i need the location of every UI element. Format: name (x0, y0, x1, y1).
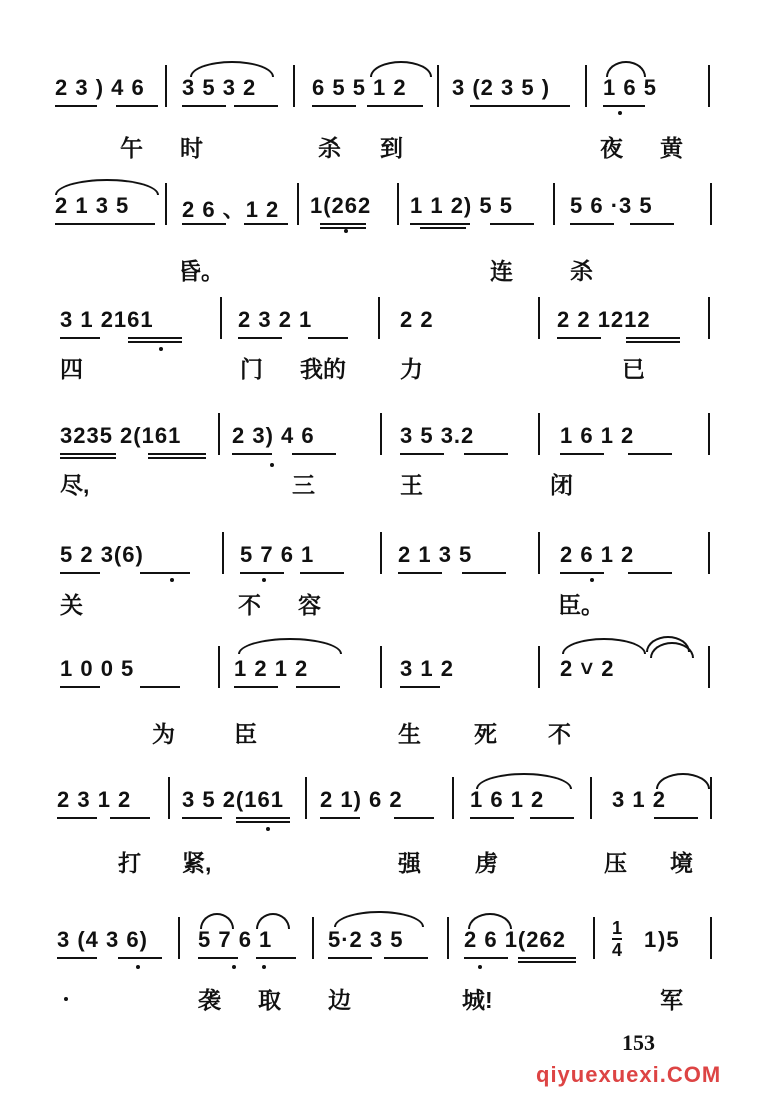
octave-dot (266, 827, 270, 831)
lyric: 边 (328, 987, 351, 1013)
notes-row (0, 656, 760, 696)
underline (60, 572, 100, 574)
measure: 2 2 1212 (557, 307, 651, 332)
measure: 3 (2 3 5 ) (452, 75, 551, 100)
barline (593, 917, 595, 959)
underline (628, 453, 672, 455)
lyric: 门 (240, 356, 263, 382)
slur (238, 638, 342, 654)
barline (590, 777, 592, 819)
lyric: 取 (258, 987, 281, 1013)
slur (656, 773, 710, 789)
underline (182, 105, 226, 107)
underline (128, 337, 182, 339)
barline (708, 297, 710, 339)
barline (538, 532, 540, 574)
measure: 3 1 2161 (60, 307, 154, 332)
measure: 5 7 6 1 (240, 542, 315, 567)
underline (182, 817, 222, 819)
underline (256, 957, 296, 959)
fraction-bottom: 4 (612, 940, 623, 960)
underline (128, 341, 182, 343)
barline (293, 65, 295, 107)
underline (236, 821, 290, 823)
lyric: 我的 (300, 356, 346, 382)
lyric: 生 (398, 721, 421, 747)
lyric: 四 (60, 356, 83, 382)
underline (57, 957, 97, 959)
barline (538, 413, 540, 455)
underline (462, 572, 506, 574)
measure: 2 6 1 2 (560, 542, 635, 567)
measure: 1 1 2) 5 5 (410, 193, 513, 218)
slur (55, 179, 159, 195)
lyric: 不 (548, 721, 571, 747)
underline (148, 453, 206, 455)
underline (110, 817, 150, 819)
underline (367, 105, 423, 107)
underline (57, 817, 97, 819)
octave-dot (136, 965, 140, 969)
underline (292, 453, 336, 455)
lyric: 三 (292, 472, 315, 498)
underline (182, 223, 226, 225)
underline (234, 105, 278, 107)
lyric: 军 (660, 987, 683, 1013)
measure: 1(262 (310, 193, 372, 218)
lyric: 容 (298, 592, 321, 618)
measure: 2 3 1 2 (57, 787, 132, 812)
underline (55, 105, 97, 107)
underline (60, 457, 116, 459)
underline (244, 223, 288, 225)
measure: 3 5 3 2 (182, 75, 257, 100)
lyric: 杀 (318, 135, 341, 161)
barline (708, 65, 710, 107)
measure: 2 3 2 1 (238, 307, 313, 332)
underline (603, 105, 645, 107)
underline (320, 227, 366, 229)
barline (168, 777, 170, 819)
underline (464, 957, 508, 959)
underline (60, 686, 100, 688)
underline (198, 957, 238, 959)
octave-dot (170, 578, 174, 582)
underline (60, 453, 116, 455)
barline (538, 297, 540, 339)
underline (530, 817, 574, 819)
underline (394, 817, 434, 819)
barline (165, 183, 167, 225)
underline (234, 686, 278, 688)
page-number: 153 (622, 1030, 655, 1055)
measure: 1 6 1 2 (470, 787, 545, 812)
lyric: 虏 (475, 850, 498, 876)
notes-row (0, 307, 760, 347)
underline (240, 572, 284, 574)
lyric: 袭 (198, 987, 221, 1013)
slur (334, 911, 424, 927)
measure: 1 2 1 2 (234, 656, 309, 681)
barline (178, 917, 180, 959)
underline (320, 223, 366, 225)
underline (560, 453, 604, 455)
measure: 2 6 、1 2 (182, 197, 280, 222)
lyric: 死 (474, 721, 497, 747)
measure: 2 2 (400, 307, 434, 332)
fraction-top: 1 (612, 918, 623, 938)
barline (380, 413, 382, 455)
barline (297, 183, 299, 225)
barline (378, 297, 380, 339)
lyric: 境 (670, 850, 693, 876)
underline (400, 453, 444, 455)
measure: 1 (644, 927, 658, 952)
measure: 5 2 3(6) (60, 542, 144, 567)
underline (400, 686, 440, 688)
underline (490, 223, 534, 225)
notes-row (0, 75, 760, 115)
underline (410, 223, 470, 225)
barline (538, 646, 540, 688)
slur (370, 61, 432, 77)
octave-dot (159, 347, 163, 351)
measure: 6 5 5 1 2 (312, 75, 407, 100)
barline (222, 532, 224, 574)
lyric: 到 (380, 135, 403, 161)
measure: 1 6 5 (603, 75, 657, 100)
notes-row (0, 423, 760, 463)
notes-row (0, 787, 760, 827)
lyric: 已 (622, 356, 645, 382)
lyric: 臣 (234, 721, 257, 747)
slur (468, 913, 512, 929)
lyric: 臣。 (558, 592, 604, 618)
barline (708, 413, 710, 455)
barline (710, 183, 712, 225)
barline (585, 65, 587, 107)
underline (626, 341, 680, 343)
lyric: 城! (462, 987, 493, 1013)
underline (384, 957, 428, 959)
measure: 2 1 3 5 (55, 193, 130, 218)
underline (312, 105, 356, 107)
underline (232, 453, 272, 455)
time-fraction (612, 919, 622, 959)
lyric: 时 (180, 135, 203, 161)
barline (710, 777, 712, 819)
underline (328, 957, 372, 959)
octave-dot (262, 578, 266, 582)
octave-dot (618, 111, 622, 115)
barline (710, 917, 712, 959)
underline (308, 337, 348, 339)
slur (190, 61, 274, 77)
barline (708, 646, 710, 688)
measure: 3 1 2 (612, 787, 666, 812)
octave-dot (344, 229, 348, 233)
lyric: 紧, (182, 850, 212, 876)
underline (518, 961, 576, 963)
underline (628, 572, 672, 574)
lyric: 关 (60, 592, 83, 618)
underline (236, 817, 290, 819)
slur (200, 913, 234, 929)
watermark-brand: qiyuexuexi (536, 1062, 660, 1087)
underline (654, 817, 698, 819)
barline (397, 183, 399, 225)
lyric: 闭 (550, 472, 573, 498)
underline (420, 227, 466, 229)
underline (118, 957, 162, 959)
measure: 3 (4 3 6) (57, 927, 148, 952)
underline (140, 572, 190, 574)
underline (518, 957, 576, 959)
measure: 3 5 3.2 (400, 423, 475, 448)
underline (60, 337, 100, 339)
slur (562, 638, 646, 654)
measure: 3 1 2 (400, 656, 454, 681)
underline (148, 457, 206, 459)
lyric: 午 (120, 135, 143, 161)
slur (606, 61, 646, 77)
octave-dot (590, 578, 594, 582)
lyric: 连 (490, 258, 513, 284)
measure: 2 ˅ 2 (560, 656, 615, 681)
underline (398, 572, 442, 574)
barline (553, 183, 555, 225)
lyric: 压 (604, 850, 627, 876)
underline (626, 337, 680, 339)
lyric: 黄 (660, 135, 683, 161)
barline (447, 917, 449, 959)
lyric: 尽, (60, 472, 90, 498)
underline (238, 337, 282, 339)
barline (380, 532, 382, 574)
barline (312, 917, 314, 959)
octave-dot (262, 965, 266, 969)
octave-dot (478, 965, 482, 969)
measure: 2 6 1(262 (464, 927, 566, 952)
barline (218, 413, 220, 455)
barline (452, 777, 454, 819)
underline (570, 223, 614, 225)
underline (140, 686, 180, 688)
measure: 2 1 3 5 (398, 542, 473, 567)
lyric: 夜 (600, 135, 623, 161)
measure: 2 1) 6 2 (320, 787, 403, 812)
underline (464, 453, 508, 455)
underline (630, 223, 674, 225)
barline (380, 646, 382, 688)
barline (220, 297, 222, 339)
notes-row (0, 542, 760, 582)
measure: 1 6 1 2 (560, 423, 635, 448)
measure: 2 3) 4 6 (232, 423, 315, 448)
barline (708, 532, 710, 574)
slur (256, 913, 290, 929)
lyric: 力 (400, 356, 423, 382)
underline (55, 223, 155, 225)
underline (116, 105, 158, 107)
barline (305, 777, 307, 819)
measure: 3235 2(161 (60, 423, 182, 448)
underline (470, 105, 570, 107)
lyric: 杀 (570, 258, 593, 284)
underline (300, 572, 344, 574)
lyric: 不 (238, 592, 261, 618)
underline (320, 817, 360, 819)
slur (476, 773, 572, 789)
octave-dot (232, 965, 236, 969)
measure: 5 7 6 1 (198, 927, 273, 952)
notes-row (0, 193, 760, 233)
measure: 3 5 2(161 (182, 787, 284, 812)
notes-row (0, 918, 760, 967)
stray-dot (64, 997, 68, 1001)
watermark-suffix: .COM (659, 1062, 722, 1087)
lyric: 昏。 (178, 258, 224, 284)
lyric: 强 (398, 850, 421, 876)
watermark (536, 1062, 721, 1088)
measure: 5 6 ·3 5 (570, 193, 653, 218)
measure: )5 (658, 927, 680, 952)
underline (560, 572, 604, 574)
lyric: 王 (400, 472, 423, 498)
lyric: 为 (152, 721, 175, 747)
underline (296, 686, 340, 688)
lyric: 打 (118, 850, 141, 876)
measure: 2 3 ) 4 6 (55, 75, 145, 100)
barline (437, 65, 439, 107)
measure: 1 0 0 5 (60, 656, 135, 681)
barline (165, 65, 167, 107)
octave-dot (270, 463, 274, 467)
underline (470, 817, 514, 819)
measure: 5·2 3 5 (328, 927, 404, 952)
underline (557, 337, 601, 339)
barline (218, 646, 220, 688)
